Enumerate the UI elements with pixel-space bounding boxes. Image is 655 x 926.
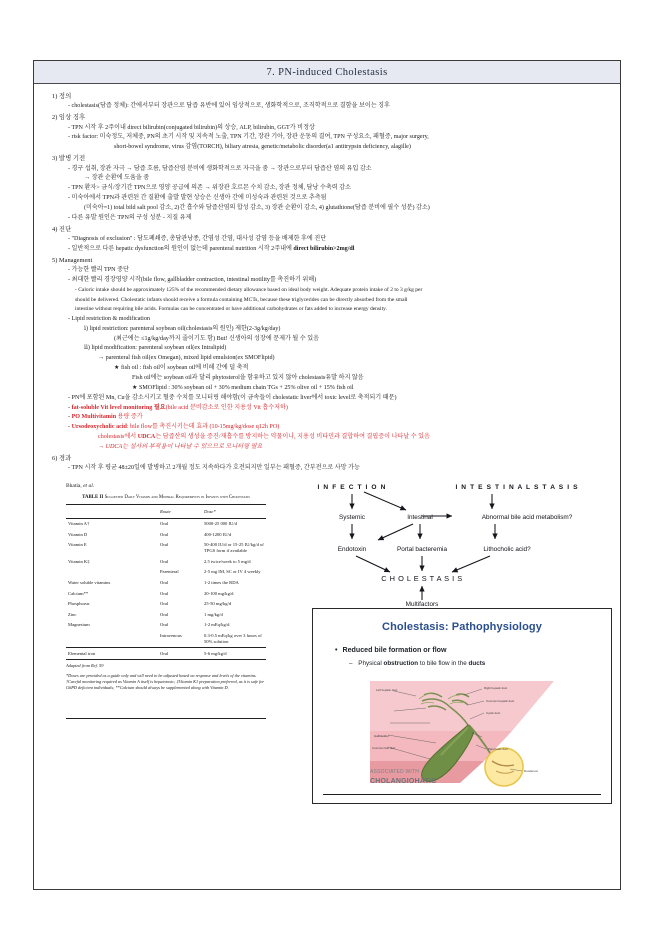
anat-label-6: Pancreatic duct: [488, 747, 508, 752]
table-row: [66, 518, 266, 529]
document-body: [34, 84, 620, 820]
table-header-row: [66, 505, 266, 518]
section-3-line-0: - 경구 섭취, 장관 자극 → 담즙 흐름, 담즙산염 분비에 생화학적으로 자극을 줌 → 장관으로부터 담즙산 염의 유입 감소: [68, 165, 372, 172]
section-heading-6: 6) 경과: [52, 454, 72, 462]
anat-label-4: Gallbladder: [374, 734, 389, 739]
reference-citation: [66, 482, 94, 491]
document-title-bar: [34, 61, 620, 84]
table-cell-dose: 5-6 mg/kg/d: [202, 648, 266, 660]
biliary-anatomy-illustration: [364, 675, 560, 793]
page-title: 7. PN-induced Cholestasis: [266, 66, 388, 78]
table-cell-dose: 50-400 IU/d or 15-25 IU/kg/d of TPGS form if available: [204, 542, 264, 554]
table-caption-number: TABLE II: [82, 495, 104, 501]
section-heading-5: 5) Management: [52, 256, 93, 264]
table-row: [66, 648, 266, 660]
section-heading-4: 4) 진단: [52, 225, 72, 233]
anat-label-0: Left hepatic duct: [376, 688, 398, 693]
lipid-line-0: ⅰ) lipid restriction: parenteral soybean oil(cholestasis의 원인) 제한(2-3g/kg/day): [84, 325, 281, 332]
flow-node-lithocholic-acid: Lithocholic acid?: [483, 546, 531, 554]
table-cell-route: Intravenous: [160, 632, 182, 638]
table-cell-route: Parenteral: [160, 569, 179, 575]
caloric-intake-paragraph: [68, 286, 610, 315]
table-cell-dose: 1-2 times the RDA: [204, 580, 239, 586]
slide-bullet2-ducts: ducts: [468, 659, 486, 667]
table-cell-route: Oral: [160, 590, 169, 596]
table-footnote: *Doses are provided as a guide only and will need to be adjusted based on response and levels of the vitamins. †Careful monitoring required as Vitamin A itself is hepatotoxic; ‡Vitamin K1 preparation preferred, as it is safe for G6PD deficient individuals; **Calcium should always be supplemented along with Vitamin D.: [66, 672, 265, 691]
table-cell-dose: 20-100 mg/kg/d: [204, 590, 234, 596]
section-2-line-1: - risk factor: 미숙정도, 저체중, PN의 초기 시작 및 지속적 노출, TPN 기간, 장관 기아, 장관 운동의 결여, TPN 구성요소, 패혈증, major surgery,: [68, 134, 429, 141]
outline-sections: [44, 92, 610, 286]
outcome-section: [44, 454, 610, 474]
slide-bottom-rule: [323, 794, 601, 795]
table-cell-dose: 0.3-0.5 mEq/kg over 3 hours of 50% solution: [204, 632, 262, 645]
table-body: [66, 518, 266, 659]
paragraph-line-2: intestine without requiring bile acids. Formulas can be concentrated or have additional carbohydrates or fats added to increase energy density.: [75, 306, 387, 313]
slide-bullet-secondary: [349, 659, 601, 669]
table-head: [66, 505, 266, 518]
table-row: [66, 631, 266, 648]
table-cell-nutrient: Phosphorus: [68, 601, 90, 607]
table-cell-route: Oral: [160, 622, 169, 628]
flow-node-cholestasis: C H O L E S T A S I S: [381, 574, 463, 584]
table-cell-dose: 1 mg/kg/d: [204, 611, 223, 617]
slide-bullet-primary: • Reduced bile formation or flow: [335, 645, 601, 656]
table-cell-nutrient: Calcium**: [68, 590, 89, 596]
table-row: [66, 599, 266, 610]
document-page: [33, 60, 621, 890]
slide-title: Cholestasis: Pathophysiology: [382, 621, 542, 634]
section-4-line-0: - "Diagnosis of exclusion" : 담도폐쇄증, 총담관낭종, 간염성 간염, 대사성 감염 등을 배제한 후에 진단: [68, 236, 327, 243]
section-heading-2: 2) 임상 징후: [52, 114, 86, 122]
lipid-line-6: ★ SMOFlipid : 30% soybean oil + 30% medium chain TGs + 25% olive oil + 15% fish oil: [132, 384, 354, 391]
table-row: [66, 567, 266, 578]
table-col-nutrient: [66, 505, 158, 518]
table-col-route: Route: [158, 505, 202, 518]
table-cell-route: Oral: [160, 558, 169, 564]
table-caption: [66, 494, 266, 504]
table-cell-nutrient: Elemental iron: [66, 648, 158, 660]
flow-node-portal-bacteremia: Portal bacteremia: [396, 546, 448, 554]
section-3-line-1: → 장관 순환에 도움을 줌: [84, 175, 150, 182]
table-cell-dose: 2.5 twice/week to 5 mg/d: [204, 558, 251, 564]
management-line-2: - PO Multivitamin 용량 증가: [68, 414, 143, 421]
slide-bullet2-mid: to bile flow in the: [418, 659, 469, 667]
table-cell-route: Oral: [160, 601, 169, 607]
vitamin-mineral-table: [66, 494, 266, 660]
section-heading-3: 3) 발병 기전: [52, 155, 86, 163]
section-3-line-5: - 다른 유발 원인은 TPN의 구성 성분 - 지질 유제: [68, 214, 192, 221]
flowchart-node-labels: [318, 484, 579, 608]
section-3-line-2: - TPN 환자> 금식/장기간 TPN으로 영양 공급에 의존 → 위장관 호르몬 수치 감소, 장관 정체, 담낭 수축력 감소: [68, 185, 351, 192]
section-5-line-0: - 가능한 빨리 TPN 중단: [68, 267, 129, 274]
pathophysiology-slide: [312, 608, 612, 804]
flow-title-intestinal-stasis: I N T E S T I N A L S T A S I S: [455, 484, 579, 492]
watermark-main: [370, 776, 436, 787]
flow-node-intestinal: Intestinal: [407, 514, 433, 522]
table-cell-route: Oral: [160, 531, 169, 537]
management-line-0: - PN에 포함된 Mn, Cu을 감소시키고 혈중 수치를 모니터링 해야함(이 금속들이 cholestatic liver에서 toxic level로 축적되기 때문): [68, 394, 397, 401]
watermark-tail: HATIC: [414, 777, 437, 785]
lipid-line-5: Fish oil에는 soybean oil과 달리 phytosterol을 함유하고 있지 않아 cholestasis유발 하지 않음: [132, 374, 364, 381]
reference-author: Bhatia,: [66, 483, 82, 490]
section-4-line-1: - 일반적으로 다른 hepatic dysfunction의 원인이 없는데 parenteral nutrition 시작 2주내에 direct bilirubin>2mg/dl: [68, 245, 355, 252]
cholestasis-flowchart: [312, 480, 612, 608]
section-2-line-0: - TPN 시작 후 2주이내 direct bilirubin(conjugated bilirubin)의 상승, ALP, bilirubin, GGT가 비정상: [68, 124, 315, 131]
slide-bullet2-pre: Physical: [358, 659, 384, 667]
outcome-line-0: - TPN 시작 후 평균 48±20일에 발병하고 2개월 정도 지속하다가 호전되지만 일부는 패혈증, 간부전으로 사망 가능: [68, 465, 360, 472]
table-source: Adapted from Ref. 59: [66, 663, 104, 669]
table-cell-route: Oral: [160, 542, 169, 548]
table-cell-dose: 2-5 mg IM, SC or IV 4 weekly: [204, 569, 261, 575]
watermark-top-line: ASSOCIATED WITH: [370, 768, 420, 775]
table-row: [66, 557, 266, 568]
table-col-dose: Dose*: [202, 505, 266, 518]
watermark-brand: CHOLANGIO: [370, 777, 415, 785]
paragraph-line-0: - Caloric intake should be approximately 125% of the recommended dietary allowance based on ideal body weight. Adequate protein intake of 2 to 3 g/kg per: [75, 286, 423, 293]
table-row: [66, 578, 266, 589]
paragraph-line-1: should be delivered. Cholestatic infants should receive a formula containing MCTs, because these triglycerides can be directly absorbed from the small: [75, 296, 408, 303]
table-cell-nutrient: [66, 631, 158, 648]
lipid-line-4: ★ fish oil : fish oil이 soybean oil에 비해 간에 덜 축적: [114, 365, 249, 372]
table-cell-nutrient: Vitamin K‡: [68, 558, 90, 564]
anat-label-1: Right hepatic duct: [484, 686, 508, 691]
table-cell-nutrient: Magnesium: [68, 622, 90, 628]
flow-node-systemic: Systemic: [339, 514, 365, 522]
table-cell-dose: 400-1200 IU/d: [204, 531, 232, 537]
section-5-line-1: - 최대한 빨리 경장영양 시작(bile flow, gallbladder contraction, intestinal motility를 촉진하기 위해): [68, 277, 317, 284]
table-row: [66, 529, 266, 540]
table-cell-nutrient: [66, 567, 158, 578]
flowchart-svg: [312, 480, 612, 608]
anat-label-5: Common bile duct: [372, 746, 396, 751]
table-row: [66, 540, 266, 557]
slide-watermark: [370, 768, 436, 787]
section-2-line-2: short-bowel syndrome, virus 감염(TORCH), biliary atresia, genetic/metabolic disorder(a1 antitrypsin deficiency, alagille): [114, 144, 411, 151]
section-1-line-0: - cholestasis(담즙 정체): 간에서부터 장관으로 담즙 유반에 있어 임상적으로, 생화학적으로, 조직학적으로 결함을 보이는 징후: [68, 103, 390, 110]
management-line-4: cholestasis에서 UDCA는 담즙산의 생성을 증진/재흡수를 방지하는 약물이나, 지용성 비타민과 결합하여 결핍증이 나타날 수 있음: [98, 434, 430, 441]
table-caption-text: Suggested Daily Vitamin and Mineral Requirements in Infants with Cholestasis: [104, 495, 250, 501]
flow-node-multifactors: Multifactors: [405, 601, 439, 609]
lipid-line-3: → parenteral fish oil(ex Omegan), mixed lipid emulsion(ex SMOFlipid): [98, 355, 275, 362]
table-cell-nutrient: Vitamin A†: [68, 521, 90, 527]
table-row: [66, 588, 266, 599]
flow-node-abnormal-bile-acid: Abnormal bile acid metabolism?: [481, 514, 573, 522]
table-row: [66, 620, 266, 631]
table-cell-dose: 1-2 mEq/kg/d: [204, 622, 230, 628]
vitamin-mineral-table-wrap: [66, 494, 266, 719]
section-3-line-4: (미숙아=1) total bild salt pool 감소, 2)간 흡수와 담즙산염의 합성 감소, 3) 장관 순환이 감소, 4) glutathione(담즙 분비에 필수 성분) 감소): [84, 205, 430, 211]
flow-title-infection: I N F E C T I O N: [317, 484, 387, 492]
lipid-line-1: (최근에는 ≤1g/kg/day까지 줄이기도 함) But! 신생아의 성장에 문제가 될 수 있음: [114, 335, 320, 342]
management-bullets: [44, 394, 610, 453]
section-3-line-3: - 미숙아에서 TPN과 관련된 간 질환에 출발 발현 상승은 신생아 간에 미성숙과 관련된 것으로 추측됨: [68, 195, 327, 202]
anat-label-3: Cystic duct: [486, 711, 501, 716]
lipid-restriction-block: [44, 315, 610, 394]
table-cell-dose: 5000-25 000 IU/d: [204, 521, 237, 527]
table-cell-nutrient: Vitamin E: [68, 542, 87, 548]
management-line-3: - Ursodeoxycholic acid: bile flow를 촉진시키는데 효과 (10-15mg/kg/dose q12h PO): [68, 424, 280, 431]
table-cell-route: Oral: [160, 521, 169, 527]
management-line-5: → UDCA는 설사의 부작용이 나타날 수 있으므로 모니터링 필요: [98, 443, 263, 450]
table-cell-route: Oral: [158, 648, 202, 660]
table-cell-nutrient: Vitamin D: [68, 531, 88, 537]
table-cell-nutrient: Water soluble vitamins: [68, 580, 111, 586]
table-cell-route: Oral: [160, 580, 169, 586]
reference-etal: et al.: [83, 483, 95, 490]
anat-label-7: Duodenum: [524, 769, 539, 774]
table-cell-route: Oral: [160, 611, 169, 617]
table-row: [66, 610, 266, 621]
anat-label-2: Common hepatic duct: [486, 699, 515, 704]
slide-bullet2-obstruction: obstruction: [383, 659, 419, 667]
figures-region: [44, 480, 610, 820]
lipid-heading: - Lipid restriction & modification: [68, 315, 150, 322]
table-cell-dose: 25-50 mg/kg/d: [204, 601, 232, 607]
table-cell-nutrient: Zinc: [68, 611, 77, 617]
management-line-1: - fat-soluble Vit level monitoring 필요(bile acid 분비감소로 인한 지용성 Vit 흡수저하): [68, 404, 288, 411]
section-heading-1: 1) 정의: [52, 93, 72, 100]
table-bottom-rule: [66, 718, 266, 719]
flow-node-endotoxin: Endotoxin: [337, 546, 367, 554]
lipid-line-2: ⅱ) lipid modification: parenteral soybean oil(ex Intralipid): [84, 345, 227, 352]
